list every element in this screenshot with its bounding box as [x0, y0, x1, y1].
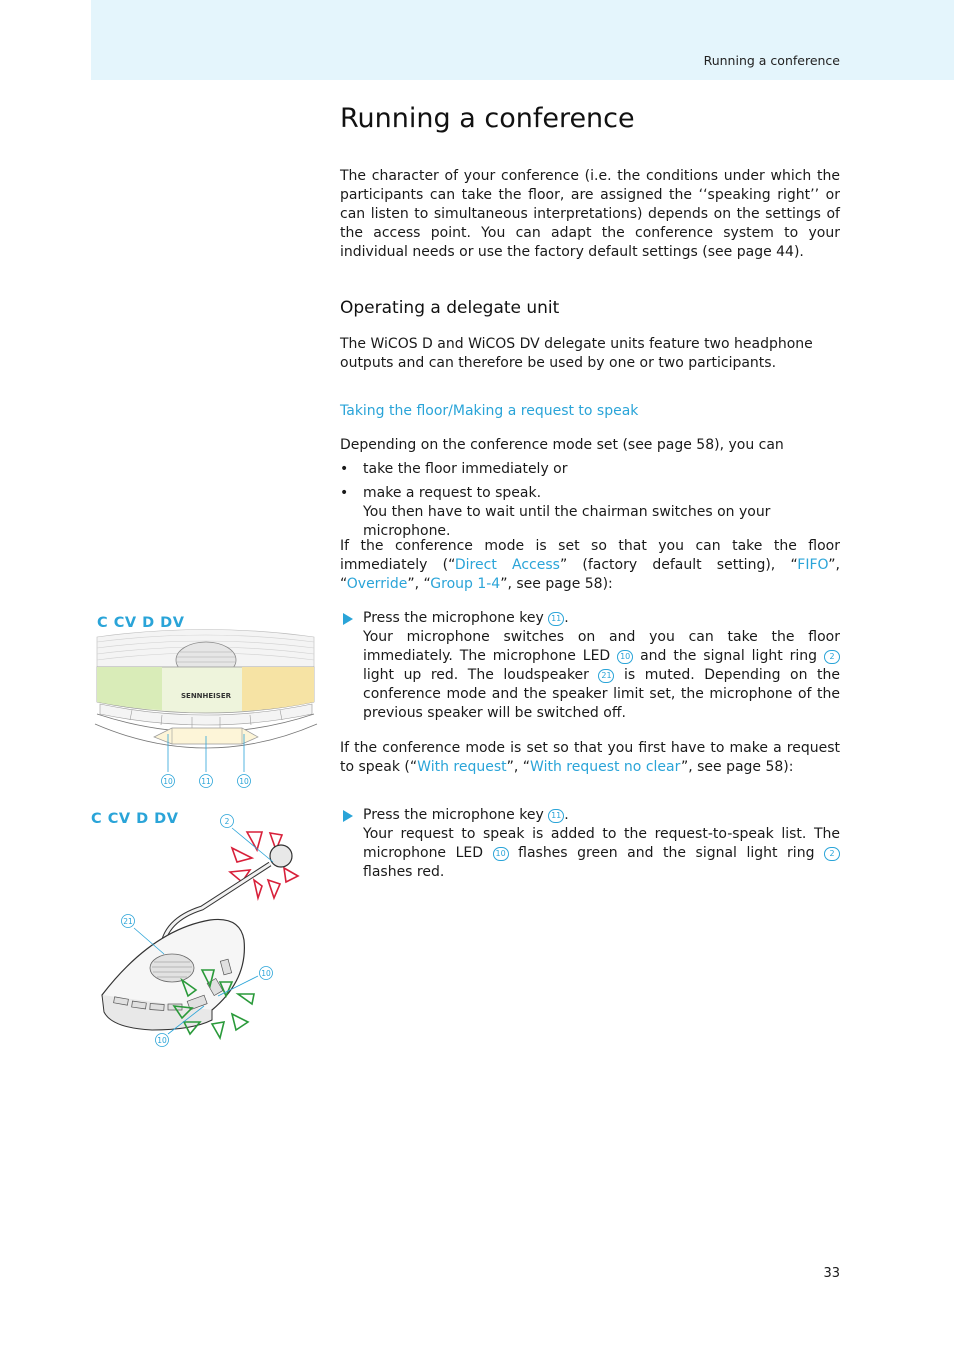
- list-item: • take the floor immediately or: [340, 461, 568, 477]
- brand-logo: SENNHEISER: [181, 692, 231, 700]
- ref-mic-led: 10: [617, 650, 633, 664]
- callout-mic-led: 10: [163, 777, 173, 786]
- mode-immediate-paragraph: If the conference mode is set so that you can take the floor immediately (“Direct Access” (factory default setting), “FIFO”, “Override”, “Group 1-4”, see page 58):: [340, 538, 840, 592]
- instruction-step-1: Press the microphone key 11 . Your microphone switches on and you can take the floor immediately. The microphone LED 10 and the signal light ring 2 light up red. The loudspeaker 21 is muted. Depending on the conference mode and the speaker limit set, the microphone of the previous speaker will be switched off.: [340, 609, 840, 723]
- ref-light-ring: 2: [824, 847, 840, 861]
- callout-loudspeaker: 21: [123, 917, 133, 926]
- list-item: • make a request to speak. You then have to wait until the chairman switches on your microphone.: [340, 485, 771, 539]
- instruction-step-2: Press the microphone key 11 . Your request to speak is added to the request-to-speak list. The microphone LED 10 flashes green and the signal light ring 2 flashes red.: [340, 806, 840, 882]
- callout-mic-led: 10: [261, 969, 271, 978]
- link-with-request-no-clear: With request no clear: [530, 759, 681, 775]
- page-number: 33: [823, 1266, 840, 1281]
- microphone-head: [270, 845, 292, 867]
- bullet-list: [340, 460, 840, 541]
- callout-mic-led: 10: [157, 1036, 167, 1045]
- instruction-arrow-icon: [343, 613, 353, 625]
- link-group: Group 1-4: [430, 576, 501, 592]
- ref-mic-led: 10: [493, 847, 509, 861]
- figure2-mode-label: C CV D DV: [91, 811, 179, 827]
- callout-light-ring: 2: [224, 817, 230, 826]
- figure1-delegate-unit-top-view: [92, 612, 320, 797]
- page-title: Running a conference: [340, 103, 635, 134]
- subsection-heading: Taking the floor/Making a request to speak: [340, 403, 639, 419]
- callout-mic-led: 10: [239, 777, 249, 786]
- section-text: The WiCOS D and WiCOS DV delegate units feature two headphone outputs and can therefore be used by one or two participants.: [340, 336, 813, 371]
- ref-light-ring: 2: [824, 650, 840, 664]
- ref-mic-key: 11: [548, 809, 564, 823]
- intro-paragraph: The character of your conference (i.e. the conditions under which the participants can take the floor, are assigned the ‘‘speaking right’’ or can listen to simultaneous interpretations) depends on the settings of the access point. You can adapt the conference system to your individual needs or use the factory default settings (see page 44).: [340, 168, 840, 260]
- section-heading: Operating a delegate unit: [340, 298, 560, 318]
- link-direct-access: Direct Access: [454, 557, 560, 573]
- running-header: Running a conference: [703, 53, 840, 68]
- link-fifo: FIFO: [797, 557, 829, 573]
- figure1-mode-label: C CV D DV: [97, 615, 185, 631]
- link-with-request: With request: [417, 759, 507, 775]
- ref-mic-key: 11: [548, 612, 564, 626]
- callout-mic-key: 11: [201, 777, 211, 786]
- header-band: [91, 0, 954, 80]
- mode-request-paragraph: If the conference mode is set so that you first have to make a request to speak (“With request”, “With request no clear”, see page 58):: [340, 740, 840, 775]
- subsection-lead: Depending on the conference mode set (see page 58), you can: [340, 437, 784, 453]
- ref-loudspeaker: 21: [598, 669, 614, 683]
- link-override: Override: [346, 576, 408, 592]
- figure2-delegate-unit-microphone: [92, 810, 320, 1055]
- loudspeaker: [150, 954, 194, 982]
- instruction-arrow-icon: [343, 810, 353, 822]
